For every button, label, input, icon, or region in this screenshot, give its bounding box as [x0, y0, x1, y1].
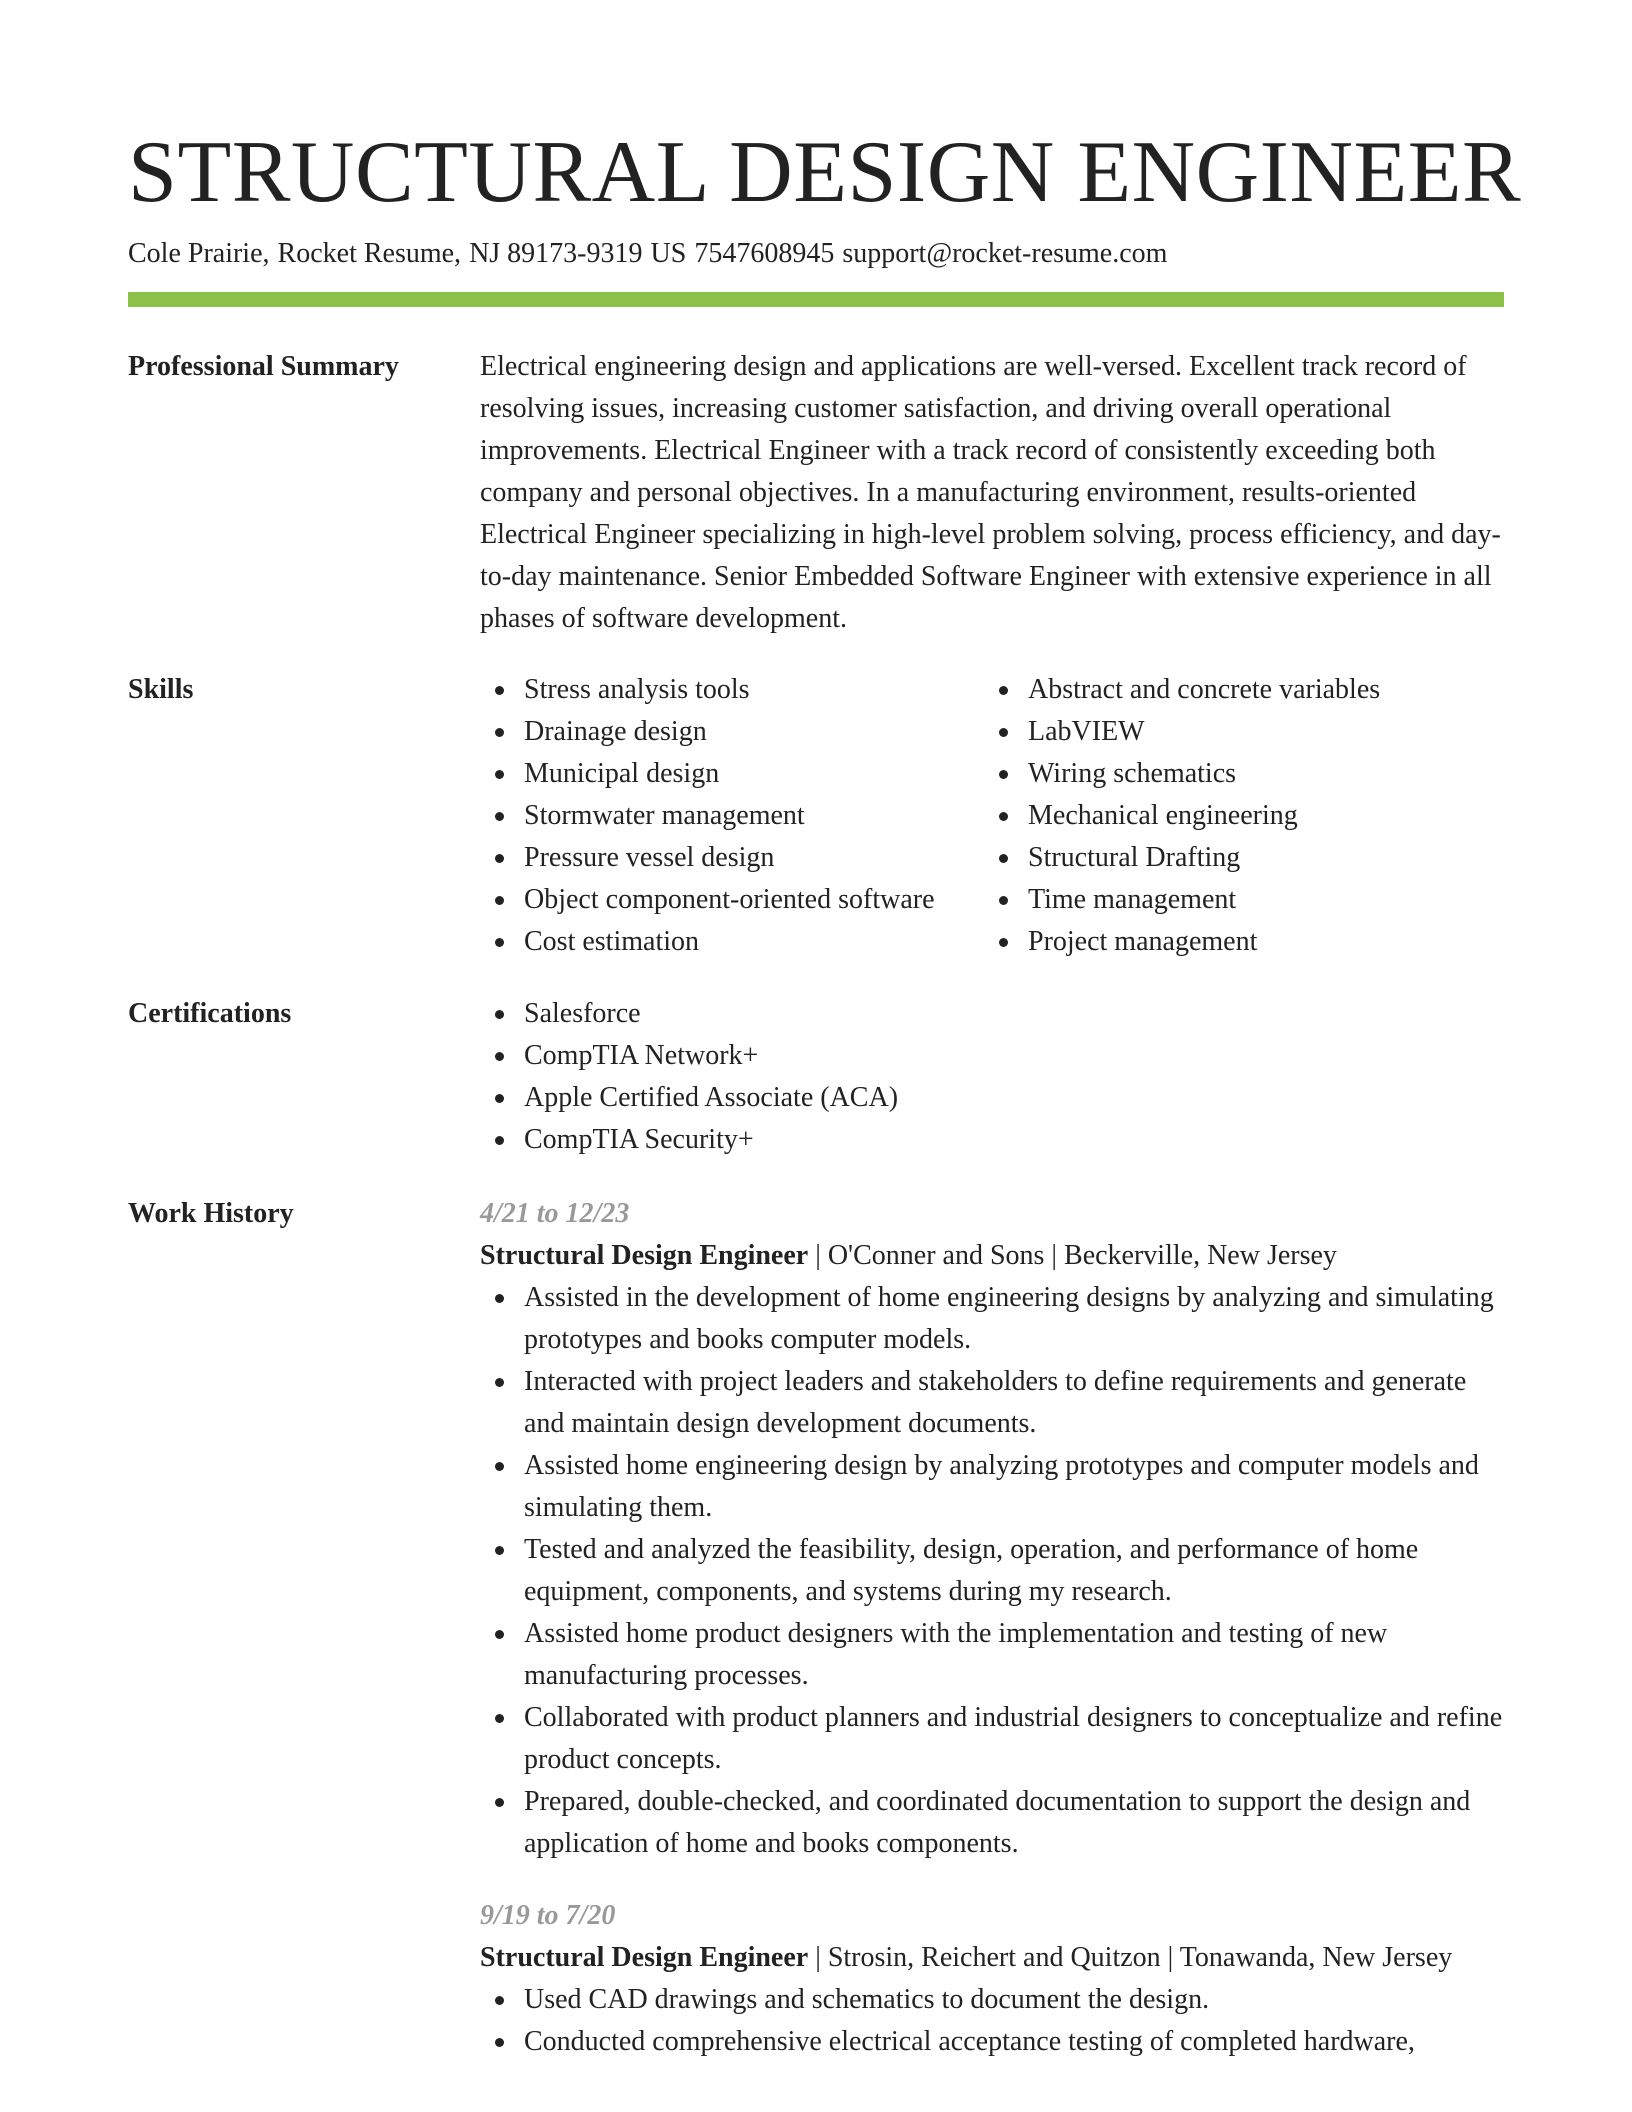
- job-bullet: Interacted with project leaders and stakeholders to define requirements and generate and maintain design development documents.: [480, 1361, 1504, 1445]
- skills-list-col1: [480, 669, 984, 963]
- job-dates: 4/21 to 12/23: [480, 1198, 630, 1229]
- certification-item: Apple Certified Associate (ACA): [480, 1077, 1504, 1119]
- job-bullet: Collaborated with product planners and industrial designers to conceptualize and refine product concepts.: [480, 1697, 1504, 1781]
- skills-body: [480, 669, 1504, 963]
- summary-text: Electrical engineering design and applications are well-versed. Excellent track record of resolving issues, increasing customer satisfaction, and driving overall operational improvements. Electrical Engineer with a track record of consistently exceeding both company and personal objectives. In a manufacturing environment, results-oriented Electrical Engineer specializing in high-level problem solving, process efficiency, and day-to-day maintenance. Senior Embedded Software Engineer with extensive experience in all phases of software development.: [480, 351, 1501, 634]
- skills-heading: Skills: [128, 674, 194, 705]
- certifications-body: [480, 993, 1504, 1161]
- contact-city: Rocket Resume,: [277, 238, 462, 269]
- job-bullet: Tested and analyzed the feasibility, design, operation, and performance of home equipment, components, and systems during my research.: [480, 1529, 1504, 1613]
- work-history-body: [480, 1193, 1504, 2063]
- contact-phone: 7547608945: [694, 238, 835, 269]
- certification-item: CompTIA Security+: [480, 1119, 1504, 1161]
- work-history-heading: Work History: [128, 1198, 294, 1229]
- job-bullet: Conducted comprehensive electrical acceptance testing of completed hardware,: [480, 2021, 1504, 2063]
- job-entry: [480, 1193, 1504, 1865]
- page-title: STRUCTURAL DESIGN ENGINEER: [128, 124, 1522, 221]
- contact-name: Cole Prairie,: [128, 238, 270, 269]
- skill-item: Pressure vessel design: [480, 837, 984, 879]
- skill-item: Municipal design: [480, 753, 984, 795]
- contact-line: [128, 236, 1504, 272]
- job-bullet: Assisted home product designers with the implementation and testing of new manufacturing processes.: [480, 1613, 1504, 1697]
- job-title: Structural Design Engineer: [480, 1942, 809, 1973]
- job-entry: [480, 1895, 1504, 2063]
- certification-item: CompTIA Network+: [480, 1035, 1504, 1077]
- resume-header: [128, 118, 1522, 307]
- skill-item: Time management: [984, 879, 1504, 921]
- certifications-heading: Certifications: [128, 998, 292, 1029]
- summary-body: [480, 346, 1504, 640]
- job-dates: 9/19 to 7/20: [480, 1900, 616, 1931]
- accent-divider: [128, 292, 1504, 307]
- skill-item: Cost estimation: [480, 921, 984, 963]
- contact-email: support@rocket-resume.com: [842, 238, 1168, 269]
- job-bullet: Assisted in the development of home engineering designs by analyzing and simulating prototypes and books computer models.: [480, 1277, 1504, 1361]
- skill-item: Object component-oriented software: [480, 879, 984, 921]
- job-bullet-list: [480, 1979, 1504, 2063]
- skill-item: Project management: [984, 921, 1504, 963]
- job-title: Structural Design Engineer: [480, 1240, 809, 1271]
- skill-item: Structural Drafting: [984, 837, 1504, 879]
- job-details: | O'Conner and Sons | Beckerville, New Jersey: [808, 1240, 1337, 1271]
- summary-heading: Professional Summary: [128, 351, 399, 382]
- skill-item: Wiring schematics: [984, 753, 1504, 795]
- job-bullet: Assisted home engineering design by analyzing prototypes and computer models and simulating them.: [480, 1445, 1504, 1529]
- job-bullet-list: [480, 1277, 1504, 1865]
- job-bullet: Used CAD drawings and schematics to document the design.: [480, 1979, 1504, 2021]
- job-details: | Strosin, Reichert and Quitzon | Tonawanda, New Jersey: [808, 1942, 1453, 1973]
- contact-region: NJ 89173-9319: [469, 238, 643, 269]
- skill-item: LabVIEW: [984, 711, 1504, 753]
- job-heading: [480, 1937, 1504, 1979]
- skill-item: Stormwater management: [480, 795, 984, 837]
- skills-list-col2: [984, 669, 1504, 963]
- skill-item: Drainage design: [480, 711, 984, 753]
- skill-item: Abstract and concrete variables: [984, 669, 1504, 711]
- skill-item: Stress analysis tools: [480, 669, 984, 711]
- certifications-list: [480, 993, 1504, 1161]
- contact-country: US: [650, 238, 687, 269]
- skill-item: Mechanical engineering: [984, 795, 1504, 837]
- job-bullet: Prepared, double-checked, and coordinated documentation to support the design and application of home and books components.: [480, 1781, 1504, 1865]
- job-heading: [480, 1235, 1504, 1277]
- certification-item: Salesforce: [480, 993, 1504, 1035]
